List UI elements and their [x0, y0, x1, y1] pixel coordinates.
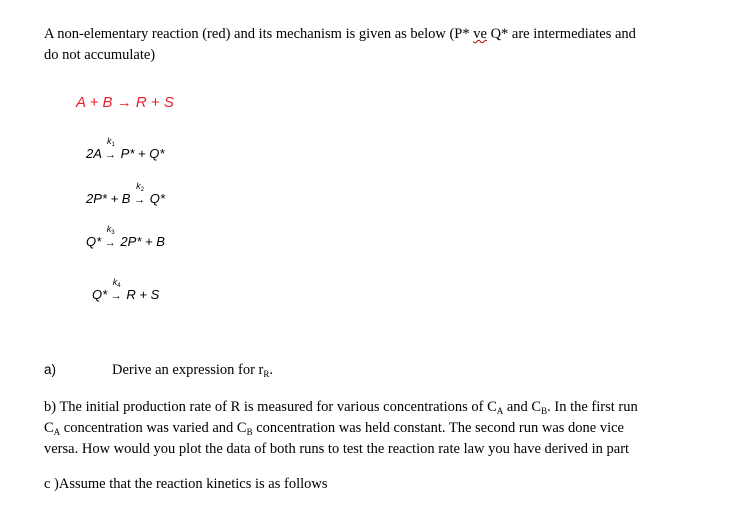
reaction-arrow-k2: $k_2$ → [134, 180, 146, 206]
mechanism-step-1: 2A $k_1$ → P* + Q* [86, 135, 165, 161]
part-a-text: Derive an expression for $r_R$. [112, 362, 274, 379]
mechanism-step-3: Q* $k_3$ → 2P* + B [86, 223, 165, 249]
intro-line-1: A non-elementary reaction (red) and its mechanism is given as below (P* ve Q* are intermediates and [44, 26, 636, 42]
part-b-line-2: $C_A$ concentration was varied and $C_B$ concentration was held constant. The second run was done vice [44, 420, 624, 437]
reaction-arrow-k4: $k_4$ → [110, 276, 122, 302]
spelling-flag-word: ve [473, 26, 487, 42]
mechanism-step-4: Q* $k_4$ → R + S [92, 276, 160, 302]
overall-arrow: → [116, 94, 132, 111]
part-b-line-1: b) The initial production rate of R is measured for various concentrations of $C_A$ and $C_B$. In the first run [44, 399, 638, 416]
overall-rhs: R + S [135, 94, 174, 111]
overall-reaction [76, 94, 174, 111]
overall-lhs: A + B [76, 94, 113, 111]
mechanism-step-2: 2P* + B $k_2$ → Q* [86, 180, 165, 206]
part-a-label: a) [44, 362, 57, 377]
reaction-arrow-k1: $k_1$ → [105, 135, 117, 161]
intro-line-2: do not accumulate) [44, 47, 156, 63]
reaction-arrow-k3: $k_3$ → [104, 223, 116, 249]
part-b-line-3: versa. How would you plot the data of both runs to test the reaction rate law you have derived in part [44, 441, 630, 457]
part-c-text: c )Assume that the reaction kinetics is as follows [44, 476, 328, 492]
